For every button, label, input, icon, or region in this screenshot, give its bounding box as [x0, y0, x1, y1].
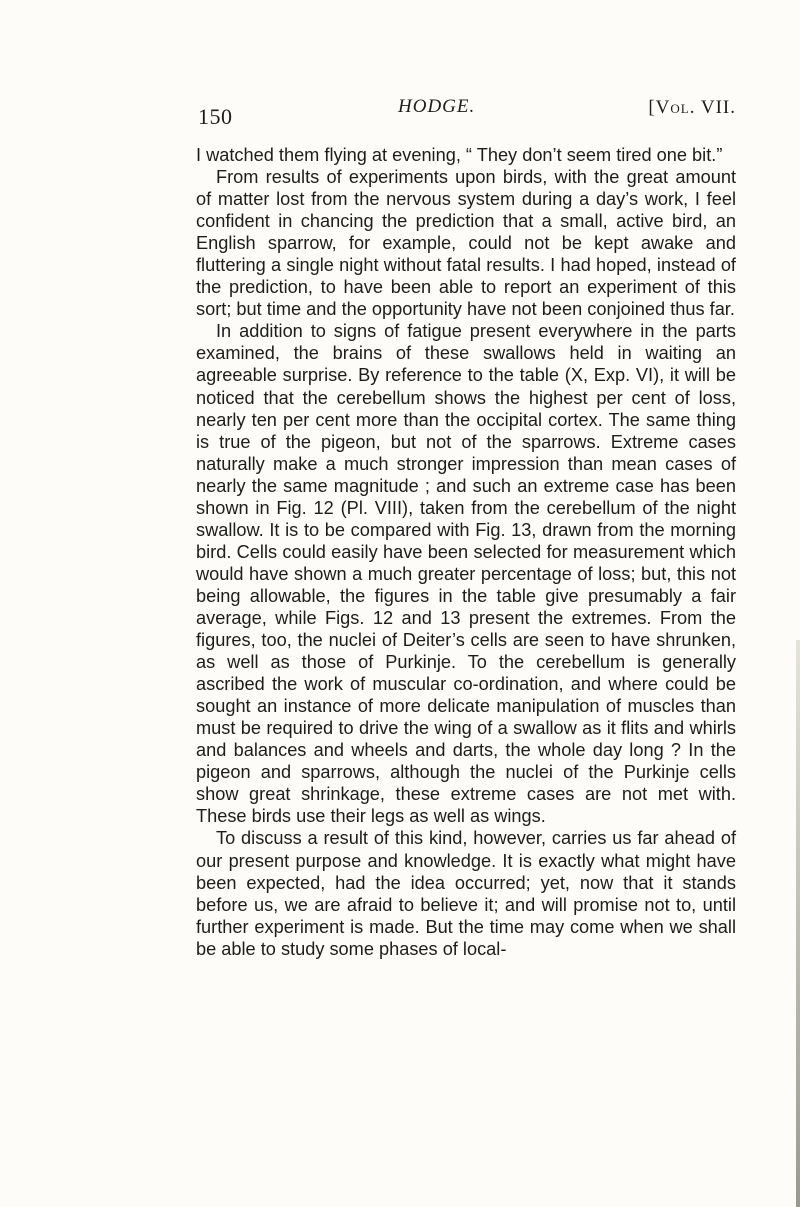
paragraph: To discuss a result of this kind, however, carries us far ahead of our present purpose and knowledge. It is exactly what might have been expected, had the idea occurred; yet, now that it stands before us, we are afraid to believe it; and will promise not to, until further experiment is made. But the time may come when we shall be able to study some phases of local- — [196, 828, 736, 959]
paragraph: From results of experiments upon birds, with the great amount of matter lost from the nervous system during a day’s work, I feel confident in chancing the prediction that a small, active bird, an English sparrow, for example, could not be kept awake and fluttering a single night without fatal results. I had hoped, instead of the prediction, to have been able to report an experiment of this sort; but time and the opportunity have not been conjoined thus far. — [196, 167, 736, 320]
volume-label: [Vol. VII. — [648, 97, 736, 118]
page-edge-shadow — [796, 640, 800, 1207]
running-head — [198, 96, 736, 128]
paragraph: In addition to signs of fatigue present everywhere in the parts examined, the brains of these swallows held in waiting an agreeable surprise. By reference to the table (X, Exp. VI), it will be noticed that the cerebellum shows the highest per cent of loss, nearly ten per cent more than the occipital cortex. The same thing is true of the pigeon, but not of the sparrows. Extreme cases naturally make a much stronger impression than mean cases of nearly the same magnitude ; and such an extreme case has been shown in Fig. 12 (Pl. VIII), taken from the cerebellum of the night swallow. It is to be compared with Fig. 13, drawn from the morning bird. Cells could easily have been selected for measurement which would have shown a much greater percentage of loss; but, this not being allowable, the figures in the table give presumably a fair average, while Figs. 12 and 13 present the extremes. From the figures, too, the nuclei of Deiter’s cells are seen to have shrunken, as well as those of Purkinje. To the cerebellum is generally ascribed the work of muscular co-ordination, and where could be sought an instance of more delicate manipulation of muscles than must be required to drive the wing of a swallow as it flits and whirls and balances and wheels and darts, the whole day long ? In the pigeon and sparrows, although the nuclei of the Purkinje cells show great shrinkage, these extreme cases are not met with. These birds use their legs as well as wings. — [196, 321, 736, 827]
paragraph: I watched them flying at evening, “ They don’t seem tired one bit.” — [196, 145, 723, 165]
body-text — [196, 144, 736, 960]
journal-title: HODGE. — [398, 96, 476, 117]
page-number: 150 — [198, 104, 233, 129]
